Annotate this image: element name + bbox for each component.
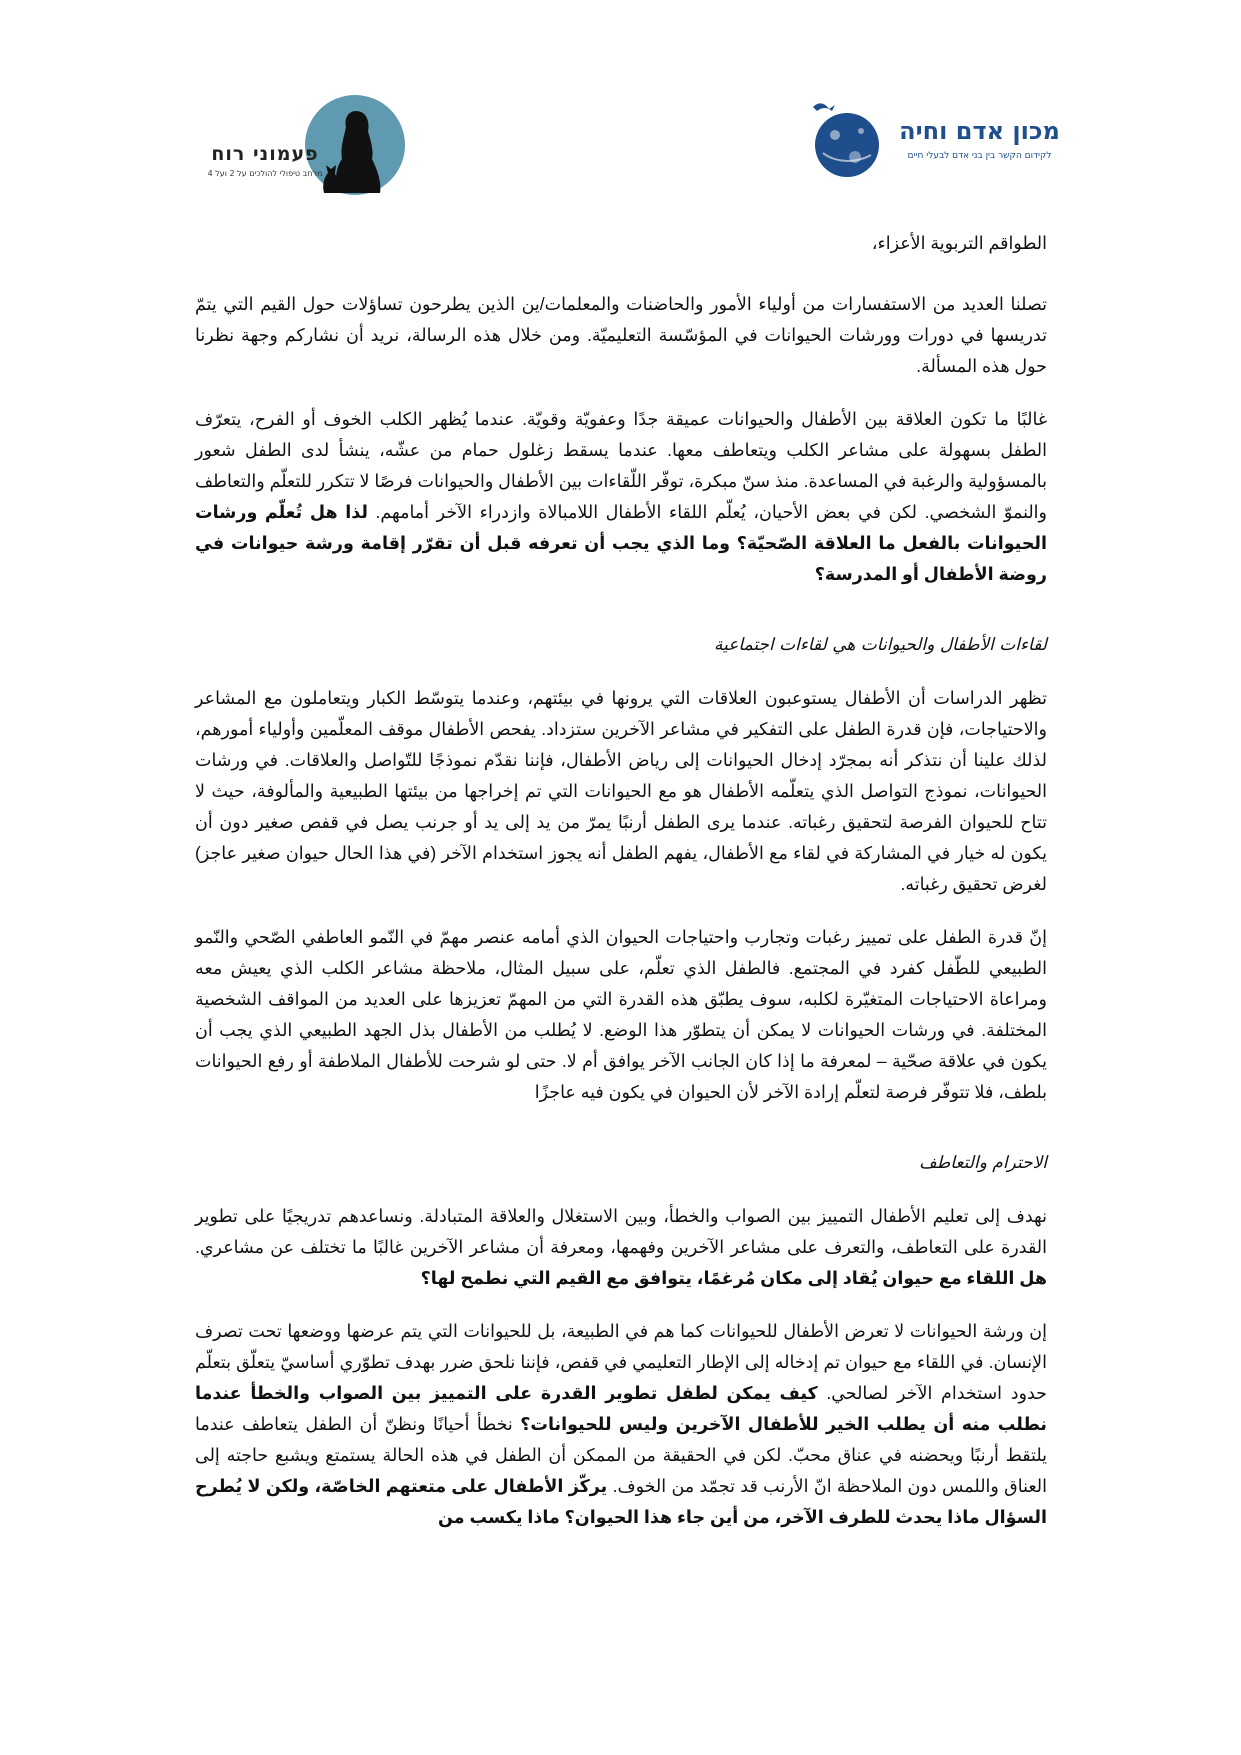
- adam-vechaya-logo: [805, 95, 1065, 185]
- paragraph-6-text-1: إن ورشة الحيوانات لا تعرض الأطفال للحيوانات كما هم في الطبيعة، بل للحيوانات التي يتم عرضها ووضعها تحت تصرف الإنسان. في اللقاء مع حيوان تم إدخاله إلى الإطار التعليمي في قفص، فإننا نلحق ضرر بهدف تطوّري أساسيّ يتعلّق بتعلّم حدود استخدام الآخر لصالحي.: [195, 1321, 1047, 1403]
- paragraph-6-text-2: نخطأ أحيانًا ونظنّ أن الطفل يتعاطف عندما يلتقط أرنبًا ويحضنه في عناق محبّ. لكن في الحقيقة من الممكن أن الطفل في هذه الحالة يستمتع ويشبع حاجته إلى العناق واللمس دون الملاحظة انّ الأرنب قد تجمّد من الخوف.: [195, 1414, 1047, 1496]
- paragraph-2-bold: لذا هل تُعلّم ورشات الحيوانات بالفعل ما العلاقة الصّحيّة؟ وما الذي يجب أن تعرفه قبل أن تقرّر إقامة ورشة حيوانات في روضة الأطفال أو المدرسة؟: [195, 502, 1047, 584]
- paragraph-3: تظهر الدراسات أن الأطفال يستوعبون العلاقات التي يرونها في بيئتهم، وعندما يتوسّط الكبار ويتعاملون مع المشاعر والاحتياجات، فإن قدرة الطفل على التفكير في مشاعر الآخرين ستزداد. يفحص الأطفال موقف المعلّمين وأولياء أمورهم، لذلك علينا أن نتذكر أنه بمجرّد إدخال الحيوانات إلى رياض الأطفال، فإننا نقدّم نموذجًا للتّواصل والعلاقات. في ورشات الحيوانات، نموذج التواصل الذي يتعلّمه الأطفال هو مع الحيوانات التي تم إخراجها من بيئتها الطبيعية والمألوفة، حيث لا تتاح للحيوان الفرصة لتحقيق رغباته. عندما يرى الطفل أرنبًا يمرّ من يد إلى يد أو جرنب يصل في قفص صغير دون أن يكون له خيار في المشاركة في لقاء مع الأطفال، يفهم الطفل أنه يجوز استخدام الآخر (في هذا الحال حيوان صغير عاجز) لغرض تحقيق رغباته.: [195, 688, 1047, 894]
- paragraph-5-bold: هل اللقاء مع حيوان يُقاد إلى مكان مُرغمًا، يتوافق مع القيم التي نطمح لها؟: [420, 1268, 1047, 1288]
- left-logo-tagline: מרחב טיפולי להולכים על 2 ועל 4: [207, 169, 323, 178]
- paragraph-6-bold-2: يركّز الأطفال على متعتهم الخاصّة، ولكن لا يُطرح السؤال ماذا يحدث للطرف الآخر، من أين جاء هذا الحيوان؟ ماذا يكسب من: [195, 1476, 1047, 1527]
- section-heading-1: لقاءات الأطفال والحيوانات هي لقاءات اجتماعية: [714, 635, 1047, 655]
- blue-globe-bird-icon: [805, 95, 900, 185]
- section-heading-2: الاحترام والتعاطف: [919, 1153, 1047, 1173]
- paragraph-2: [195, 404, 1047, 590]
- paragraph-1: تصلنا العديد من الاستفسارات من أولياء الأمور والحاضنات والمعلمات/ين الذين يطرحون تساؤلات حول القيم التي يتمّ تدريسها في دورات وورشات الحيوانات في المؤسّسة التعليميّة. ومن خلال هذه الرسالة، نريد أن نشاركم وجهة نظرنا حول هذه المسألة.: [195, 294, 1047, 376]
- paragraph-5-text: نهدف إلى تعليم الأطفال التمييز بين الصواب والخطأ، وبين الاستغلال والعلاقة المتبادلة. ونساعدهم تدريجيًا على تطوير القدرة على التعاطف، والتعرف على مشاعر الآخرين وفهمها، ومعرفة أن مشاعر الآخرين غالبًا ما تختلف عن مشاعري.: [195, 1206, 1047, 1257]
- right-logo-tagline: לקידום הקשר בין בני אדם לבעלי חיים: [907, 151, 1052, 161]
- letter-body: [195, 228, 1047, 1555]
- paragraph-5: [195, 1201, 1047, 1294]
- paamonei-ruach-logo: [180, 95, 420, 195]
- greeting: الطواقم التربوية الأعزاء،: [871, 233, 1047, 253]
- paragraph-4: إنّ قدرة الطفل على تمييز رغبات وتجارب واحتياجات الحيوان الذي أمامه عنصر مهمّ في النّمو العاطفي الصّحي والنّمو الطبيعي للطّفل كفرد في المجتمع. فالطفل الذي تعلّم، على سبيل المثال، ملاحظة مشاعر الكلب الذي يعيش معه ومراعاة الاحتياجات المتغيّرة لكلبه، سوف يطبّق هذه القدرة التي من المهمّ تعزيزها على العديد من المواقف الشخصية المختلفة. في ورشات الحيوانات لا يمكن أن يتطوّر هذا الوضع. لا يُطلب من الأطفال بذل الجهد الطبيعي الذي يجب أن يكون في علاقة صحّية – لمعرفة ما إذا كان الجانب الآخر يوافق أم لا. حتى لو شرحت للأطفال الملاطفة أو رفع الحيوانات بلطف، فلا تتوفّر فرصة لتعلّم إرادة الآخر لأن الحيوان في يكون فيه عاجزًا: [195, 927, 1047, 1102]
- left-logo-name: פעמוני רוח: [211, 143, 319, 165]
- paragraph-6-bold-1: كيف يمكن لطفل تطوير القدرة على التمييز بين الصواب والخطأ عندما نطلب منه أن يطلب الخير للأطفال الآخرين وليس للحيوانات؟: [195, 1383, 1047, 1434]
- paragraph-6: [195, 1316, 1047, 1533]
- paragraph-2-text: غالبًا ما تكون العلاقة بين الأطفال والحيوانات عميقة جدًا وعفويّة وقويّة. عندما يُظهر الكلب الخوف أو الفرح، يتعرّف الطفل بسهولة على مشاعر الكلب ويتعاطف معها. عندما يسقط زغلول حمام من عشّه، ينشأ لدى الطفل شعور بالمسؤولية والرغبة في المساعدة. منذ سنّ مبكرة، توفّر اللّقاءات بين الأطفال والحيوانات فرصًا لا تتكرر للتعلّم والتعاطف والنموّ الشخصي. لكن في بعض الأحيان، يُعلّم اللقاء الأطفال اللامبالاة وازدراء الآخر أمامهم.: [195, 409, 1047, 522]
- right-logo-name: מכון אדם וחיה: [899, 117, 1060, 145]
